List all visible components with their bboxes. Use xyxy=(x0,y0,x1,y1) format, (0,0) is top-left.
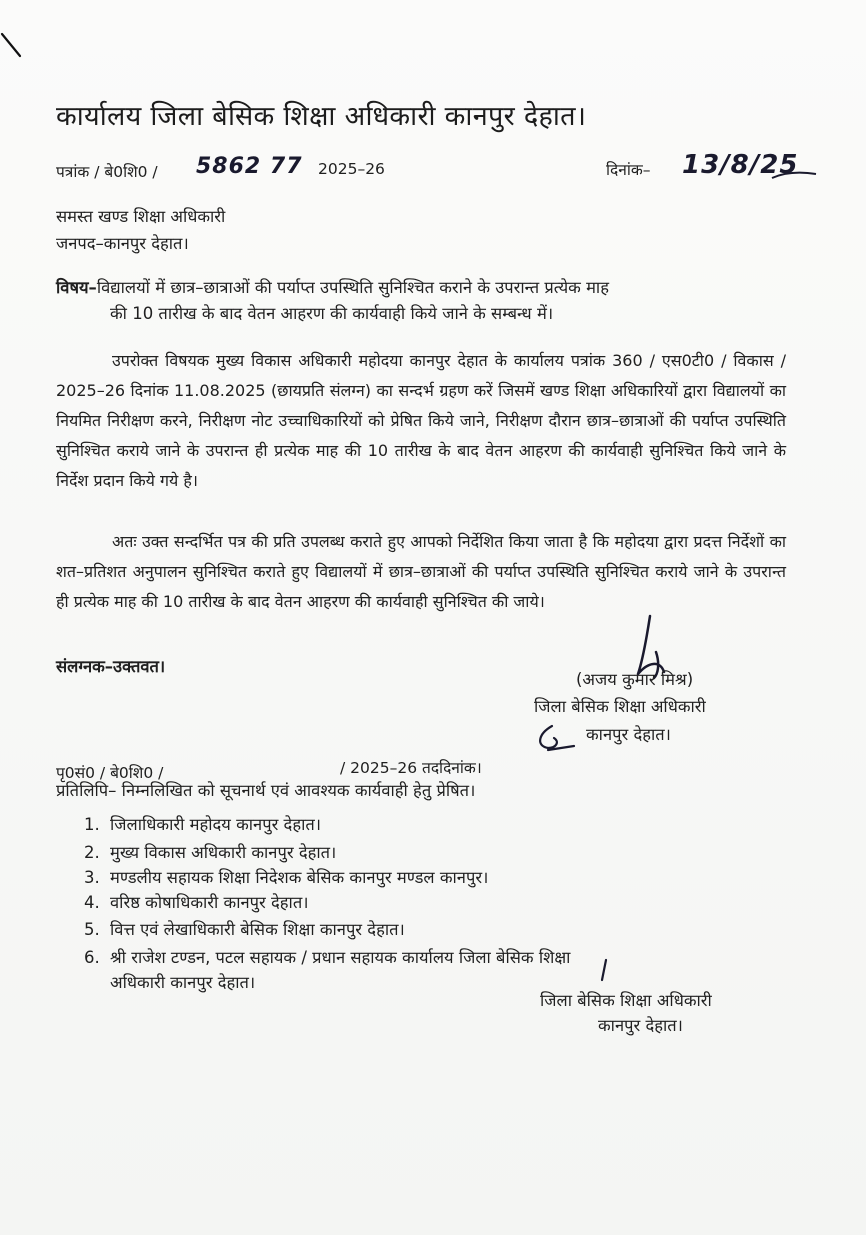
reference-number-handwritten: 5862 77 xyxy=(196,154,303,179)
copy-item-6-continuation: अधिकारी कानपुर देहात। xyxy=(110,973,256,992)
subject-label: विषय– xyxy=(56,278,97,297)
copy-list-item xyxy=(84,865,488,888)
date-label: दिनांक– xyxy=(606,161,651,179)
copy-item-text: श्री राजेश टण्डन, पटल सहायक / प्रधान सहायक कार्यालय जिला बेसिक शिक्षा xyxy=(110,948,571,967)
copy-item-text: मुख्य विकास अधिकारी कानपुर देहात। xyxy=(110,843,337,862)
copy-sign-place: कानपुर देहात। xyxy=(598,1016,683,1035)
body-paragraph-1: उपरोक्त विषयक मुख्य विकास अधिकारी महोदया कानपुर देहात के कार्यालय पत्रांक 360 / एस0टी0 / विकास / 2025–26 दिनांक 11.08.2025 (छायप्रति संलग्न) का सन्दर्भ ग्रहण करें जिसमें खण्ड शिक्षा अधिकारियों द्वारा विद्यालयों का नियमित निरीक्षण करने, निरीक्षण नोट उच्चाधिकारियों को प्रेषित किये जाने, निरीक्षण दौरान छात्र–छात्राओं की पर्याप्त उपस्थिति सुनिश्चित कराये जाने के उपरान्त ही प्रत्येक माह की 10 तारीख के बाद वेतन आहरण की कार्यवाही सुनिश्चित किये जाने के निर्देश प्रदान किये गये है। xyxy=(56,351,786,490)
enclosure-note: संलग्नक–उक्तवत। xyxy=(56,657,166,676)
date-flourish xyxy=(770,168,820,188)
copy-list-item xyxy=(84,812,321,835)
copy-item-number: 2. xyxy=(84,843,100,862)
recipient-line-1: समस्त खण्ड शिक्षा अधिकारी xyxy=(56,207,226,226)
signatory-place: कानपुर देहात। xyxy=(586,725,671,744)
copy-item-text: जिलाधिकारी महोदय कानपुर देहात। xyxy=(110,815,322,834)
copy-item-number: 3. xyxy=(84,868,100,887)
copy-item-text: वरिष्ठ कोषाधिकारी कानपुर देहात। xyxy=(110,893,309,912)
signatory-name: (अजय कुमार मिश्र) xyxy=(576,670,694,689)
body-paragraph-2: अतः उक्त सन्दर्भित पत्र की प्रति उपलब्ध कराते हुए आपको निर्देशित किया जाता है कि महोदया द्वारा प्रदत्त निर्देशों का शत–प्रतिशत अनुपालन सुनिश्चित कराते हुए विद्यालयों में छात्र–छात्राओं की पर्याप्त उपस्थिति सुनिश्चित कराये जाने के उपरान्त ही प्रत्येक माह की 10 तारीख के बाद वेतन आहरण की कार्यवाही सुनिश्चित की जाये। xyxy=(56,532,786,611)
copy-item-number: 5. xyxy=(84,920,100,939)
copy-list-item xyxy=(84,917,405,940)
copy-item-number: 4. xyxy=(84,893,100,912)
copy-item-text: मण्डलीय सहायक शिक्षा निदेशक बेसिक कानपुर मण्डल कानपुर। xyxy=(110,868,489,887)
copy-list-item xyxy=(84,890,308,913)
copy-reference-suffix: / 2025–26 तददिनांक। xyxy=(340,759,482,777)
subject-text-1: विद्यालयों में छात्र–छात्राओं की पर्याप्त उपस्थिति सुनिश्चित कराने के उपरान्त प्रत्येक माह xyxy=(96,278,609,297)
copy-sign-title: जिला बेसिक शिक्षा अधिकारी xyxy=(540,991,712,1010)
copy-list-item xyxy=(84,945,570,968)
recipient-line-2: जनपद–कानपुर देहात। xyxy=(56,234,189,253)
reference-year: 2025–26 xyxy=(318,160,385,178)
initial-mark xyxy=(530,720,580,756)
signatory-title: जिला बेसिक शिक्षा अधिकारी xyxy=(534,697,706,716)
copy-intro: प्रतिलिपि– निम्नलिखित को सूचनार्थ एवं आवश्यक कार्यवाही हेतु प्रेषित। xyxy=(56,781,476,800)
reference-prefix: पत्रांक / बे0शि0 / xyxy=(56,163,158,181)
copy-reference-prefix: पृ0सं0 / बे0शि0 / xyxy=(56,764,164,782)
copy-list-item xyxy=(84,840,336,863)
tick-mark xyxy=(596,958,612,984)
subject-line-1 xyxy=(56,275,609,298)
subject-line-2: की 10 तारीख के बाद वेतन आहरण की कार्यवाही किये जाने के सम्बन्ध में। xyxy=(110,304,554,323)
copy-item-number: 6. xyxy=(84,948,100,967)
copy-item-text: वित्त एवं लेखाधिकारी बेसिक शिक्षा कानपुर देहात। xyxy=(110,920,405,939)
corner-pen-mark xyxy=(0,28,30,68)
date-handwritten: 13/8/25 xyxy=(682,150,799,180)
office-heading: कार्यालय जिला बेसिक शिक्षा अधिकारी कानपुर देहात। xyxy=(56,101,587,132)
copy-item-number: 1. xyxy=(84,815,100,834)
